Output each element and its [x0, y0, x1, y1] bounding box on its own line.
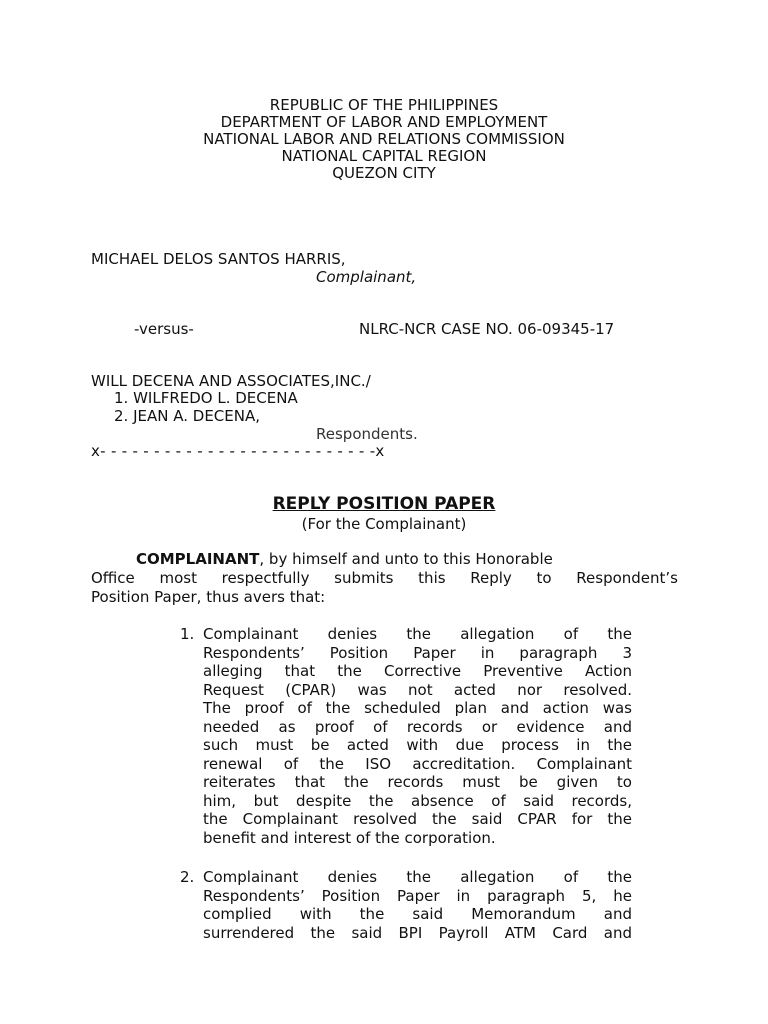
header-city: QUEZON CITY: [332, 164, 436, 182]
document-subtitle: (For the Complainant): [301, 515, 467, 533]
intro-line-2: Office most respectfully submits this Reply to Respondent’s: [91, 569, 678, 587]
item-1-line: such must be acted with due process in the: [203, 736, 632, 754]
caption-separator: x- - - - - - - - - - - - - - - - - - - - - - - - - -x: [91, 442, 385, 460]
intro-line-3: Position Paper, thus avers that:: [91, 588, 326, 606]
item-1-line: needed as proof of records or evidence and: [203, 717, 632, 736]
complainant-role: Complainant,: [316, 268, 417, 286]
item-1-line: him, but despite the absence of said records,: [203, 791, 632, 810]
item-1-line: Request (CPAR) was not acted nor resolved.: [203, 680, 632, 699]
item-2-line: Complainant denies the allegation of the: [203, 868, 632, 886]
item-1-line: benefit and interest of the corporation.: [203, 828, 496, 847]
item-1-number: 1.: [180, 625, 195, 643]
document-title: REPLY POSITION PAPER: [272, 494, 496, 514]
header-department: DEPARTMENT OF LABOR AND EMPLOYMENT: [220, 113, 548, 131]
item-1-line: alleging that the Corrective Preventive Action: [203, 662, 632, 680]
respondent-2: 2. JEAN A. DECENA,: [114, 407, 260, 425]
respondent-1: 1. WILFREDO L. DECENA: [114, 389, 298, 407]
intro-line-1: [136, 550, 678, 568]
header-republic: REPUBLIC OF THE PHILIPPINES: [269, 96, 499, 114]
item-1-line: reiterates that the records must be given to: [203, 773, 632, 791]
respondent-company: WILL DECENA AND ASSOCIATES,INC./: [91, 372, 371, 390]
versus-label: -versus-: [134, 320, 194, 338]
item-2-line: Respondents’ Position Paper in paragraph 5, he: [203, 886, 632, 905]
item-1-line: renewal of the ISO accreditation. Complainant: [203, 754, 632, 773]
item-2-number: 2.: [180, 868, 195, 886]
intro-lead: COMPLAINANT: [136, 550, 260, 568]
header-commission: NATIONAL LABOR AND RELATIONS COMMISSION: [203, 130, 565, 148]
item-1-line: Respondents’ Position Paper in paragraph 3: [203, 643, 632, 662]
item-2-line: complied with the said Memorandum and: [203, 905, 632, 923]
item-1-line: the Complainant resolved the said CPAR for the: [203, 810, 632, 828]
header-region: NATIONAL CAPITAL REGION: [281, 147, 487, 165]
item-1-line: Complainant denies the allegation of the: [203, 625, 632, 643]
item-2-line: surrendered the said BPI Payroll ATM Card and: [203, 923, 632, 942]
intro-line-1-rest: , by himself and unto to this Honorable: [259, 550, 553, 568]
case-number: NLRC-NCR CASE NO. 06-09345-17: [359, 320, 615, 338]
item-1-line: The proof of the scheduled plan and action was: [203, 699, 632, 717]
respondents-role: Respondents.: [316, 425, 418, 443]
complainant-name: MICHAEL DELOS SANTOS HARRIS,: [91, 250, 346, 268]
